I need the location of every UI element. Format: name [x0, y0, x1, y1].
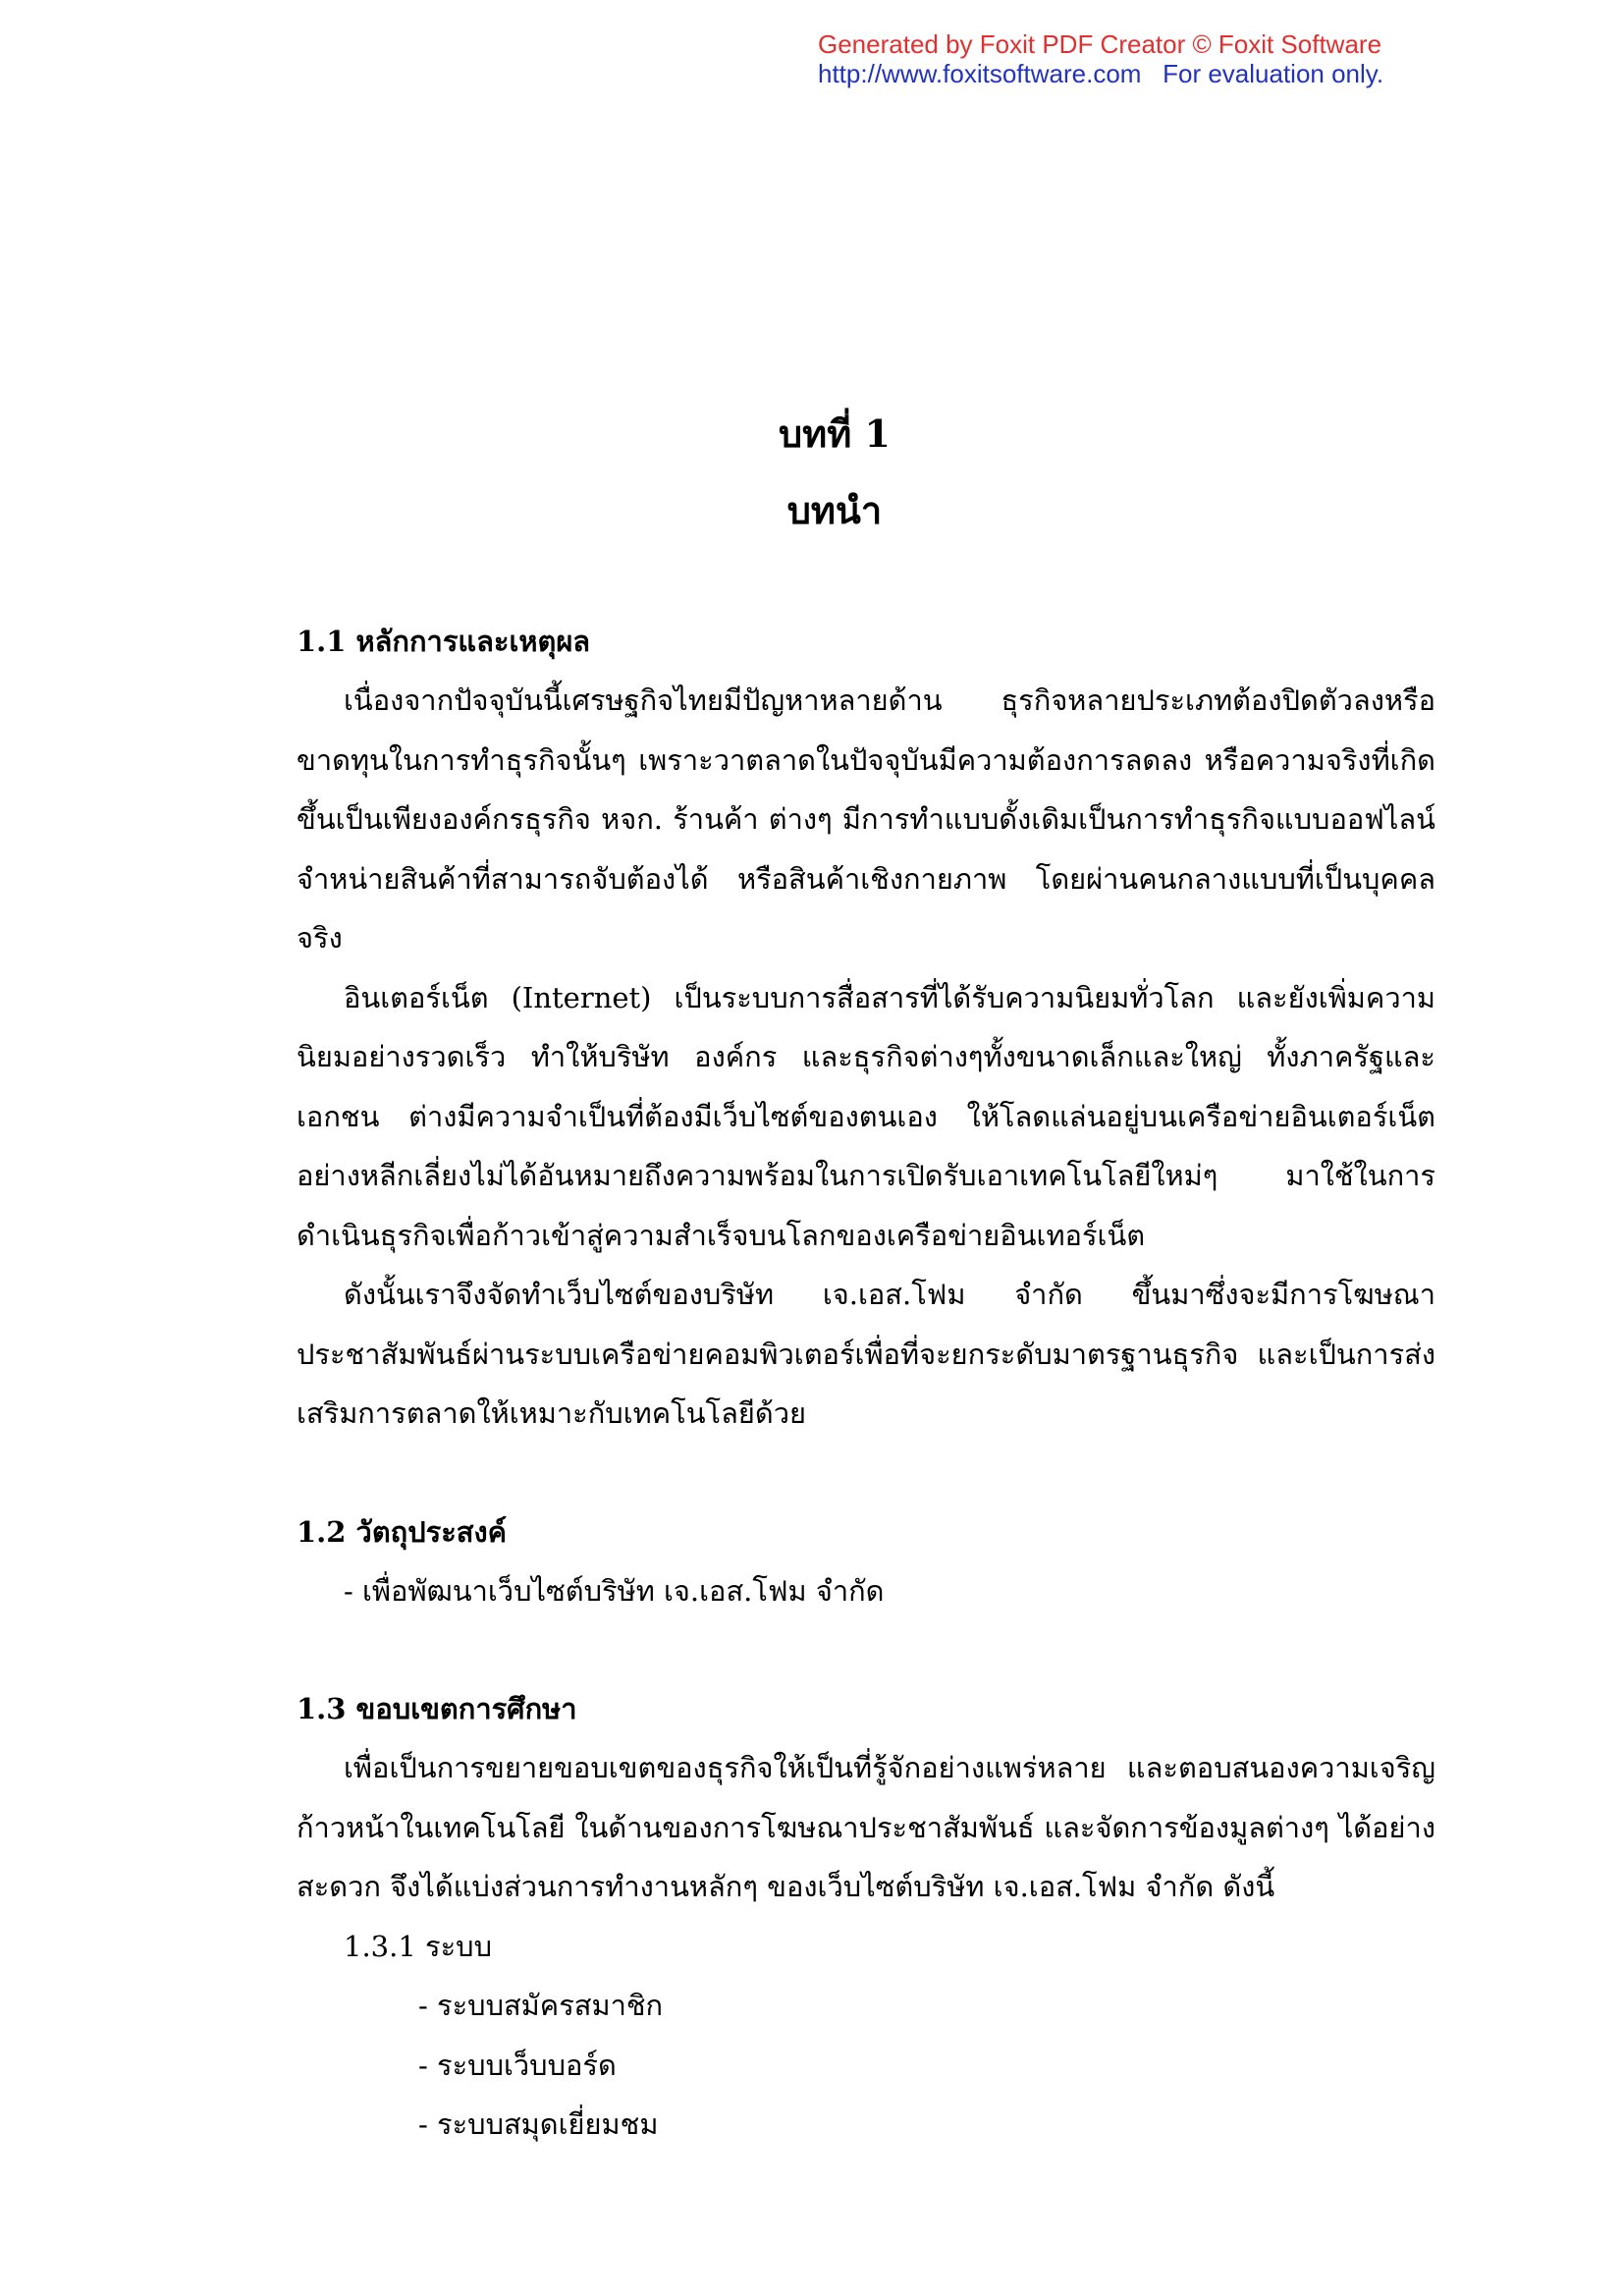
- section-objectives: [297, 1503, 1435, 1621]
- chapter-title: บทนำ: [786, 488, 883, 532]
- section-spacer: [297, 1620, 1435, 1679]
- section-principles: [297, 612, 1435, 1444]
- section-heading: 1.3 ขอบเขตการศึกษา: [297, 1692, 577, 1725]
- watermark-line-2: http://www.foxitsoftware.com For evaluation only.: [818, 59, 1384, 88]
- paragraph: เนื่องจากปัจจุบันนี้เศรษฐกิจไทยมีปัญหาหลายด้าน ธุรกิจหลายประเภทต้องปิดตัวลงหรือขาดทุนในการทำธุรกิจนั้นๆ เพราะวาตลาดในปัจจุบันมีความต้องการลดลง หรือความจริงที่เกิดขึ้นเป็นเพียงองค์กรธุรกิจ หจก. ร้านค้า ต่างๆ มีการทำแบบดั้งเดิมเป็นการทำธุรกิจแบบออฟไลน์จำหน่ายสินค้าที่สามารถจับต้องได้ หรือสินค้าเชิงกายภาพ โดยผ่านคนกลางแบบที่เป็นบุคคลจริง: [297, 683, 1435, 955]
- paragraph: ดังนั้นเราจึงจัดทำเว็บไซต์ของบริษัท เจ.เอส.โฟม จำกัด ขึ้นมาซึ่งจะมีการโฆษณาประชาสัมพันธ์ผ่านระบบเครือข่ายคอมพิวเตอร์เพื่อที่จะยกระดับมาตรฐานธุรกิจ และเป็นการส่งเสริมการตลาดให้เหมาะกับเทคโนโลยีด้วย: [297, 1278, 1435, 1430]
- watermark-line-1: Generated by Foxit PDF Creator © Foxit Software: [818, 29, 1382, 59]
- paragraph: เพื่อเป็นการขยายขอบเขตของธุรกิจให้เป็นที่รู้จักอย่างแพร่หลาย และตอบสนองความเจริญก้าวหน้าในเทคโนโลยี ในด้านของการโฆษณาประชาสัมพันธ์ และจัดการข้องมูลต่างๆ ได้อย่างสะดวก จึงได้แบ่งส่วนการทำงานหลักๆ ของเว็บไซต์บริษัท เจ.เอส.โฟม จำกัด ดังนี้: [297, 1751, 1435, 1903]
- paragraph: อินเตอร์เน็ต (Internet) เป็นระบบการสื่อสารที่ได้รับความนิยมทั่วโลก และยังเพิ่มความนิยมอย่างรวดเร็ว ทำให้บริษัท องค์กร และธุรกิจต่างๆทั้งขนาดเล็กและใหญ่ ทั้งภาครัฐและเอกชน ต่างมีความจำเป็นที่ต้องมีเว็บไซต์ของตนเอง ให้โลดแล่นอยู่บนเครือข่ายอินเตอร์เน็ตอย่างหลีกเลี่ยงไม่ได้อันหมายถึงความพร้อมในการเปิดรับเอาเทคโนโลยีใหม่ๆ มาใช้ในการดำเนินธุรกิจเพื่อก้าวเข้าสู่ความสำเร็จบนโลกของเครือข่ายอินเทอร์เน็ต: [297, 980, 1435, 1252]
- subsection-heading: 1.3.1 ระบบ: [344, 1929, 492, 1963]
- section-spacer: [297, 1444, 1435, 1503]
- section-heading: 1.2 วัตถุประสงค์: [297, 1514, 508, 1549]
- document-body: [297, 612, 1435, 2155]
- list-item: - ระบบสมัครสมาชิก: [418, 1989, 664, 2022]
- foxit-watermark: [818, 29, 1383, 88]
- section-heading: 1.1 หลักการและเหตุผล: [297, 625, 591, 658]
- section-scope: [297, 1679, 1435, 2155]
- list-item: - ระบบสมุดเยี่ยมชม: [418, 2107, 659, 2141]
- list-item: - ระบบเว็บบอร์ด: [418, 2048, 617, 2082]
- chapter-number: บทที่ 1: [779, 411, 891, 456]
- list-item: - เพื่อพัฒนาเว็บไซต์บริษัท เจ.เอส.โฟม จำกัด: [344, 1573, 885, 1608]
